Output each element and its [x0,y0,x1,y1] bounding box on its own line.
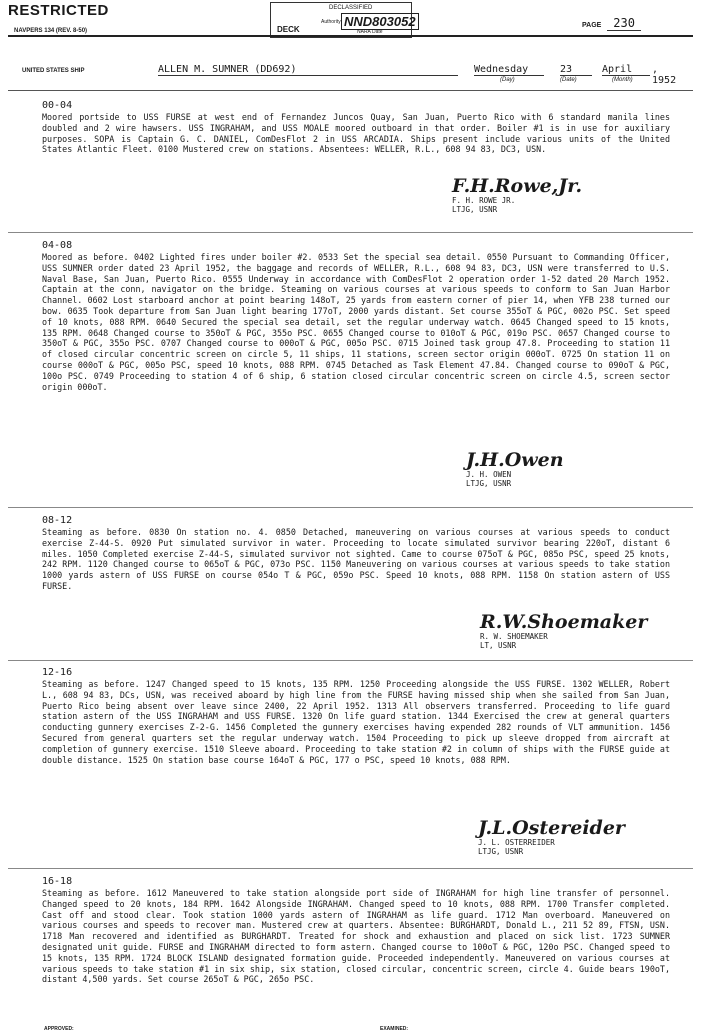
watch-time: 04-08 [42,240,73,251]
month-caption: (Month) [612,77,633,83]
signer-name: F. H. ROWE JR. [452,196,516,205]
date-caption: (Date) [560,77,577,83]
watch-separator [8,660,693,661]
watch-text: Steaming as before. 0830 On station no. 4. 0850 Detached, maneuvering on various courses at various speeds to conduct exercise Z-44-S. 0920 Put simulated survivor in water. Proceeding to locate simulated survivor bearing 220oT, distant 6 miles. 1050 Completed exercise Z-44-S, simulated survivor not sighted. Came to course 075oT & PGC, 085o PSC, speed 25 knots, 242 RPM. 1120 Changed course to 065oT & PGC, 073o PSC. 1150 Maneuvering on various courses at various speeds to take station 1000 yards astern of USS FURSE on course 054o T & PGC, 059o PSC. Speed 10 knots, 088 RPM. 1158 On station astern of USS FURSE. [42,527,670,591]
watch-entry-04-08 [42,240,670,392]
watch-separator [8,232,693,233]
handwritten-signature: J.L.Ostereider [478,817,625,839]
stamp-nnd-number: NND803052 [341,13,419,30]
watch-separator [8,868,693,869]
page-number: 230 [607,16,641,31]
watch-time: 08-12 [42,515,73,526]
watch-text: Steaming as before. 1247 Changed speed to 15 knots, 135 RPM. 1250 Proceeding alongside the USS FURSE. 1302 WELLER, Robert L., 608 94 83, DCs, USN, was received aboard by high line from the FURSE having missed ship when she sailed from San Juan, Puerto Rico being absent over leave since 2400, 22 April 1952. 1313 All observers transferred. Proceeding to life guard station astern of the USS INGRAHAM and USS FURSE. 1320 On life guard station. 1344 Exercised the crew at general quarters conducting gunnery exercises Z-2-G. 1456 Completed the gunnery exercises having expended 282 rounds of VLT ammunition. 1456 Secured from general quarters set the regular underway watch. 1504 Proceeding to pick up sleeve dropped from aircraft at completion of gunnery exercise. 1510 Sleeve aboard. Proceeding to take station #2 in column of ships with the FURSE guide at double distance. 1525 On station base course 164oT & PGC, 177 o PSC, speed 10 knots, 088 RPM. [42,679,670,765]
day-caption: (Day) [500,77,515,83]
declassification-stamp [270,2,416,38]
stamp-declassified: DECLASSIFIED [329,5,373,11]
watch-entry-16-18 [42,876,670,985]
watch-signature-04-08 [466,450,564,488]
signer-rank: LTJG, USNR [478,847,524,856]
watch-text: Steaming as before. 1612 Maneuvered to take station alongside port side of INGRAHAM for high line transfer of personnel. Changed speed to 20 knots, 184 RPM. 1642 Alongside INGRAHAM. Changed speed to 10 knots, 088 RPM. 1700 Transfer completed. Cast off and stood clear. Took station 1000 yards astern of INGRAHAM as life guard. 1712 Man overboard. Maneuvered on various courses and speeds to recover man. Mustered crew at quarters. Absentee: BURGHARDT, Donald L., 211 52 89, FTSN, USN. 1718 Man recovered and identified as BURGHARDT. Treated for shock and exhaustion and placed on sick list. 1723 SUMNER designated unit guide. FURSE and INGRAHAM directed to form astern. Changed course to 100oT & PGC, 120o PSC. Changed speed to 15 knots, 135 RPM. 1724 BLOCK ISLAND designated formation guide. Proceeded independently. Maneuvered on various courses at various speeds to take station #1 in six ship, six station, closed circular, concentric screen, circle 4. Guide bears 190oT, distant 4,500 yards. Set course 265oT & PGC, 265o PSC. [42,888,670,985]
signer-name: J. L. OSTERREIDER [478,838,555,847]
watch-signature-08-12 [480,612,647,650]
handwritten-signature: F.H.Rowe,Jr. [452,175,583,197]
log-year-value: 52 [664,75,677,86]
stamp-deck: DECK [277,25,300,34]
approved-label: APPROVED: [44,1026,74,1032]
header-rule [8,35,693,37]
log-year [652,64,682,86]
examined-label: EXAMINED: [380,1026,409,1032]
form-number: NAVPERS 134 (REV. 8-50) [14,28,88,34]
log-day: Wednesday [474,64,544,76]
signer-rank: LTJG, USNR [452,205,498,214]
handwritten-signature: R.W.Shoemaker [480,611,648,633]
stamp-authority: Authority [321,19,341,25]
classification-marking: RESTRICTED [8,2,109,19]
log-month: April [602,64,650,76]
watch-signature-12-16 [478,818,625,856]
ship-line-rule [8,90,693,91]
page-number-field [582,16,641,30]
watch-text: Moored portside to USS FURSE at west end of Fernandez Juncos Quay, San Juan, Puerto Rico with 6 standard manila lines doubled and 2 wire hawsers. USS INGRAHAM, and USS MOALE moored outboard in that order. Boiler #1 is in use for auxiliary purposes. SOPA is Captain G. C. DANIEL, ComDesFlot 2 in USS ARCADIA. Ships present include various units of the United States Atlantic Fleet. 0100 Mustered crew on stations. Absentees: WELLER, R.L., 608 94 83, DC3, USN. [42,112,670,155]
watch-entry-12-16 [42,667,670,765]
signer-rank: LT, USNR [480,641,517,650]
ship-label: UNITED STATES SHIP [22,68,85,74]
watch-time: 16-18 [42,876,73,887]
page-label: PAGE [582,22,602,29]
signer-name: J. H. OWEN [466,470,512,479]
log-date: 23 [560,64,592,76]
watch-signature-00-04 [452,176,582,214]
watch-time: 12-16 [42,667,73,678]
handwritten-signature: J.H.Owen [466,449,564,471]
log-year-prefix: , 19 [652,64,665,86]
signer-name: R. W. SHOEMAKER [480,632,548,641]
stamp-nara-date: NARA Date [357,29,383,35]
watch-separator [8,507,693,508]
watch-entry-08-12 [42,515,670,592]
ship-name: ALLEN M. SUMNER (DD692) [158,64,458,76]
signer-rank: LTJG, USNR [466,479,512,488]
watch-time: 00-04 [42,100,73,111]
watch-text: Moored as before. 0402 Lighted fires under boiler #2. 0533 Set the special sea detail. 0550 Pursuant to Commanding Officer, USS SUMNER order dated 23 April 1952, the baggage and records of WELLER, R.L., 608 94 83, DC3, USN were transferred to U.S. Naval Base, San Juan, Puerto Rico. 0555 Underway in accordance with ComDesFlot 2 operation order 1-52 dated 20 March 1952. Captain at the conn, navigator on the bridge. Steaming on various courses at various speeds to conform to San Juan Harbor Channel. 0602 Lost starboard anchor at point bearing 148oT, 25 yards from eastern corner of pier 14, when YFB 238 turned our bow. 0635 Took departure from San Juan light bearing 177oT, 2000 yards distant. Set course 355oT & PGC, 002o PSC. Set speed of 10 knots, 088 RPM. 0640 Secured the special sea detail, set the regular underway watch. 0645 Changed speed to 15 knots, 135 RPM. 0648 Changed course to 350oT & PGC, 355o PSC. 0655 Changed course to 010oT & PGC, 019o PSC. 0657 Changed course to 350oT & PGC, 355o PSC. 0707 Changed course to 000oT & PGC, 005o PSC. 0715 Joined task group 47.8. Proceeding to station 11 of closed circular concentric screen on circle 5, 11 ships, 11 stations, screen sector origin 000oT. 0725 On station 11 on course 000oT & PGC, 005o PSC, speed 10 knots, 088 RPM. 0745 Detached as Task Element 47.84. Changed course to 090oT & PGC, 100o PSC. 0749 Proceeding to station 4 of 6 ship, 6 station closed circular concentric screen on circle 4.5, screen sector origin 000oT. [42,252,670,392]
watch-entry-00-04 [42,100,670,155]
